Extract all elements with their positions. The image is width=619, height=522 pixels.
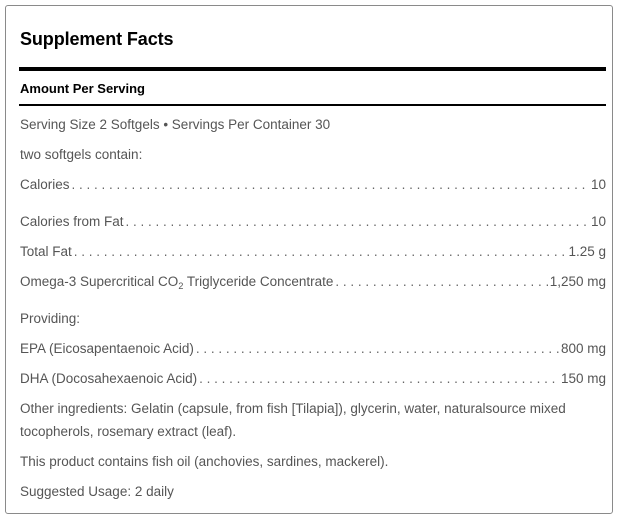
dot-leader: [126, 214, 589, 229]
nutrient-row-omega-3: [20, 274, 606, 289]
panel-title: Supplement Facts: [20, 29, 174, 49]
nutrient-label: Calories from Fat: [20, 214, 124, 229]
fish-oil-note: This product contains fish oil (anchovies, sardines, mackerel).: [20, 454, 389, 469]
dot-leader: [72, 177, 589, 192]
nutrient-value: 10: [590, 214, 606, 229]
nutrient-row-calories: [20, 177, 606, 192]
dot-leader: [74, 244, 567, 259]
amount-per-serving-heading: Amount Per Serving: [20, 81, 145, 96]
omega-label-subscript: 2: [178, 281, 184, 291]
nutrient-label: [20, 274, 333, 289]
nutrient-value: 1,250 mg: [549, 274, 606, 289]
dot-leader: [335, 274, 547, 289]
nutrient-row-calories-from-fat: [20, 214, 606, 229]
dot-leader: [199, 371, 559, 386]
supplement-facts-panel: [5, 5, 613, 514]
other-ingredients: Other ingredients: Gelatin (capsule, from fish [Tilapia]), glycerin, water, naturalsource mixed tocopherols, rosemary extract (leaf).: [20, 401, 566, 439]
nutrient-value: 800 mg: [560, 341, 606, 356]
nutrient-label: Calories: [20, 177, 70, 192]
nutrient-row-dha: [20, 371, 606, 386]
nutrient-row-epa: [20, 341, 606, 356]
nutrient-value: 1.25 g: [568, 244, 606, 259]
omega-label-part-a: Omega-3 Supercritical CO: [20, 274, 179, 289]
dot-leader: [196, 341, 559, 356]
intro-text: two softgels contain:: [20, 147, 143, 162]
suggested-usage: Suggested Usage: 2 daily: [20, 484, 174, 499]
serving-info: Serving Size 2 Softgels • Servings Per Container 30: [20, 117, 331, 132]
heading-divider: [19, 104, 606, 106]
nutrient-label: EPA (Eicosapentaenoic Acid): [20, 341, 194, 356]
providing-label: Providing:: [20, 311, 81, 326]
nutrient-value: 150 mg: [560, 371, 606, 386]
nutrient-row-total-fat: [20, 244, 606, 259]
nutrient-label: DHA (Docosahexaenoic Acid): [20, 371, 198, 386]
nutrient-value: 10: [590, 177, 606, 192]
thick-divider: [19, 67, 606, 71]
omega-label-part-b: Triglyceride Concentrate: [183, 274, 334, 289]
nutrient-label: Total Fat: [20, 244, 72, 259]
